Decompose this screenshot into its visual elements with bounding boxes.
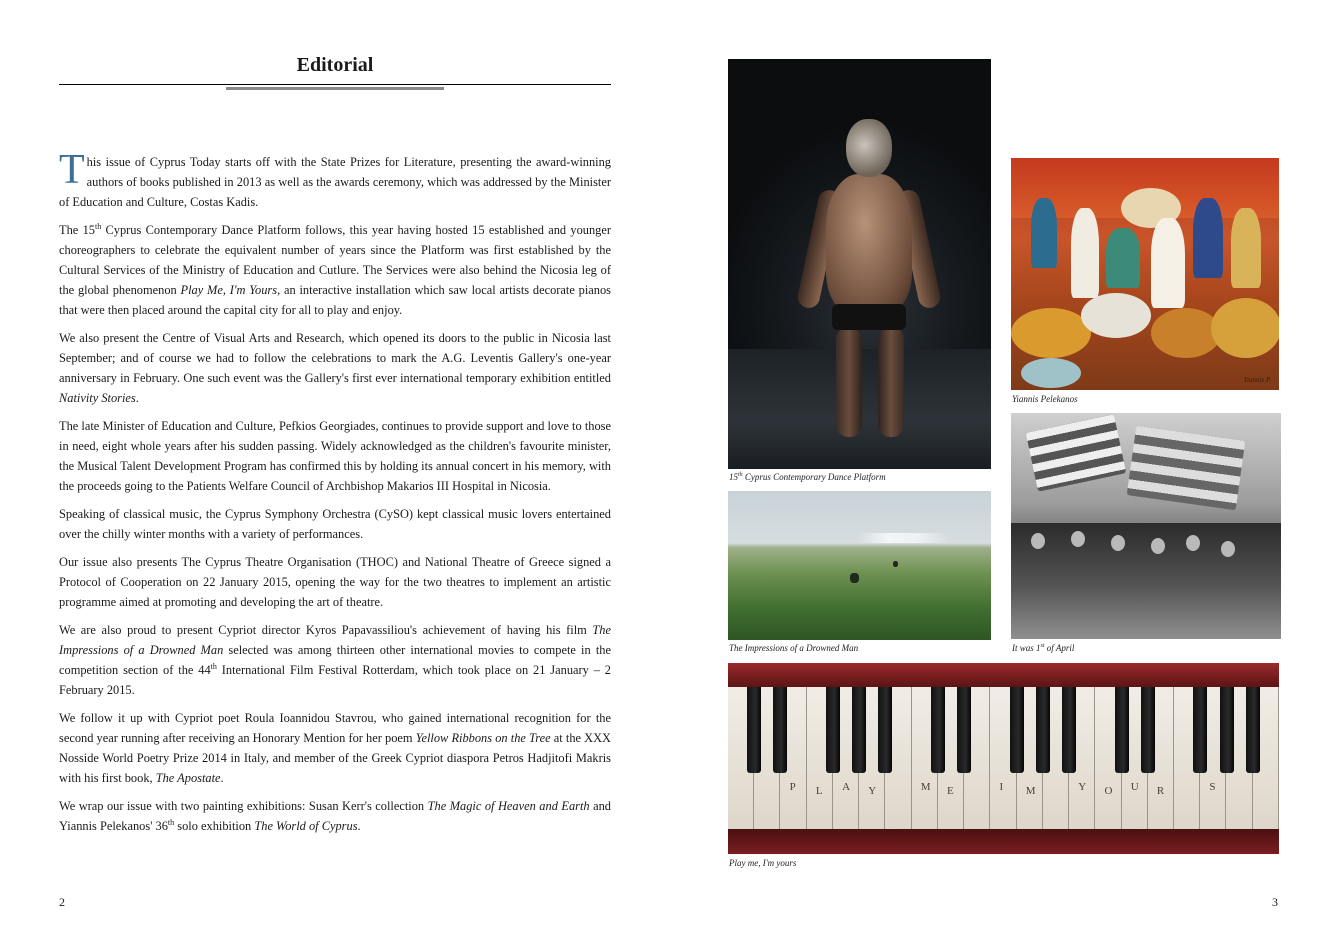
caption-text: 15	[729, 472, 738, 482]
piano-key-letter: E	[947, 785, 955, 797]
paragraph-4: The late Minister of Education and Culture, Pefkios Georgiades, continues to provide support and love to those in need, eight whole years after his sudden passing. Widely acknowledged as the children's favourite minister, the Musical Talent Development Program has confirmed this by holding its annual concert in his memory, with the proceeds going to the Patients Welfare Council of Archbishop Makarios III Hospital in Nicosia.	[59, 419, 611, 493]
paragraph-text: We are also proud to present Cypriot director Kyros Papavassiliou's achievement of having his film	[59, 623, 593, 637]
piano-key-lettering	[728, 781, 1279, 801]
piano-fallboard	[728, 663, 1279, 687]
paragraph-text: We follow it up with Cypriot poet Roula Ioannidou Stavrou, who gained international recognition for the second year running after receiving an Honorary Mention for her poem	[59, 711, 611, 745]
title-rule	[59, 84, 611, 85]
italic-title: The Magic of Heaven and Earth	[427, 799, 590, 813]
painting-basket	[1211, 298, 1279, 358]
painting-basket	[1021, 358, 1081, 388]
piano-black-key	[1246, 687, 1260, 773]
page-number-left: 2	[59, 895, 65, 909]
marcher-face	[1111, 535, 1125, 551]
marching-crowd	[1011, 523, 1281, 639]
greek-flag	[1026, 414, 1127, 491]
painting-figure	[1031, 198, 1057, 268]
paragraph-text: , an interactive installation which saw local artists decorate pianos that were then placed around the capital city for all to play and enjoy.	[59, 283, 612, 317]
paragraph-text: solo exhibition	[174, 819, 255, 833]
piano-black-key	[747, 687, 761, 773]
piano-key-letter: A	[842, 781, 852, 793]
painting-figure	[1231, 208, 1261, 288]
piano-key-letter: I	[999, 781, 1005, 793]
painting-signature: Yiannis P.	[1243, 376, 1271, 384]
marcher-face	[1031, 533, 1045, 549]
piano-key-letter: M	[1025, 785, 1037, 797]
paragraph-text: at the XXX Nosside World Poetry Prize 2014 in Italy, and member of the Greek Cypriot diaspora Petros Hadjitofi Makris with his first book,	[59, 731, 612, 785]
marcher-face	[1221, 541, 1235, 557]
paragraph-1	[59, 147, 611, 212]
italic-title: Nativity Stories	[59, 391, 136, 405]
piano-keybed	[728, 829, 1279, 854]
caption-dancer	[729, 472, 886, 482]
editorial-body	[59, 147, 612, 844]
italic-title: The World of Cyprus	[254, 819, 358, 833]
italic-title: The Impressions of a Drowned Man	[59, 623, 611, 657]
piano-black-key	[826, 687, 840, 773]
dancer-leg	[836, 327, 862, 437]
caption-piano: Play me, I'm yours	[729, 858, 797, 868]
paragraph-text: .	[135, 391, 139, 405]
piano-key-letter: M	[920, 781, 932, 793]
piano-key-letter: Y	[868, 785, 878, 797]
superscript: th	[167, 817, 175, 827]
paragraph-3	[59, 328, 611, 408]
piano-black-key	[1115, 687, 1129, 773]
piano-black-key	[1220, 687, 1234, 773]
paragraph-text: selected was among thirteen other international movies to compete in the competition section of the 44	[59, 643, 611, 677]
market-painting	[1011, 158, 1279, 390]
italic-title: Yellow Ribbons on the Tree	[415, 731, 551, 745]
marcher-face	[1071, 531, 1085, 547]
field-photo	[728, 491, 991, 640]
paragraph-text: .	[357, 819, 361, 833]
painting-figure	[1151, 218, 1185, 308]
piano-black-key	[878, 687, 892, 773]
piano-key-letter: S	[1209, 781, 1217, 793]
paragraph-text: The 15	[59, 223, 95, 237]
dancer-shorts	[832, 304, 906, 330]
piano-black-key	[1062, 687, 1076, 773]
caption-field: The Impressions of a Drowned Man	[729, 643, 859, 653]
piano-key-letter: Y	[1078, 781, 1088, 793]
paragraph-text: We also present the Centre of Visual Arts and Research, which opened its doors to the public in Nicosia last September; and of course we had to follow the celebrations to mark the A.G. Leventis Gallery's one-year anniversary in February. One such event was the Gallery's first ever international temporary exhibition entitled	[59, 331, 611, 385]
superscript: th	[210, 661, 217, 671]
superscript: st	[1040, 643, 1045, 649]
paragraph-8	[59, 708, 611, 788]
piano-black-key	[1141, 687, 1155, 773]
piano-black-key	[773, 687, 787, 773]
paragraph-9	[59, 796, 611, 836]
caption-text: of April	[1044, 643, 1075, 653]
page-number-right: 3	[1272, 895, 1278, 909]
field-figure	[850, 573, 859, 583]
caption-text: Cyprus Contemporary Dance Platform	[742, 472, 886, 482]
greek-flag	[1127, 426, 1246, 511]
paragraph-5: Speaking of classical music, the Cyprus Symphony Orchestra (CySO) kept classical music lovers entertained over the chilly winter months with a variety of performances.	[59, 507, 611, 541]
dancer-torso	[826, 174, 912, 314]
paragraph-text: and Yiannis Pelekanos' 36	[59, 799, 611, 833]
painting-figure	[1193, 198, 1223, 278]
piano-black-key	[1193, 687, 1207, 773]
paragraph-7	[59, 620, 611, 700]
marcher-face	[1151, 538, 1165, 554]
painting-basket	[1081, 293, 1151, 338]
caption-april	[1012, 643, 1074, 653]
italic-title: Play Me, I'm Yours	[180, 283, 278, 297]
paragraph-text: .	[220, 771, 224, 785]
piano-key-letter: O	[1104, 785, 1114, 797]
paragraph-2	[59, 220, 611, 320]
piano-black-key	[852, 687, 866, 773]
page-title: Editorial	[296, 54, 374, 76]
marcher-face	[1186, 535, 1200, 551]
piano-key-letter: R	[1156, 785, 1166, 797]
paragraph-text: We wrap our issue with two painting exhibitions: Susan Kerr's collection	[59, 799, 428, 813]
piano-photo	[728, 663, 1279, 854]
paragraph-text: Cyprus Contemporary Dance Platform follows, this year having hosted 15 established and younger choreographers to celebrate the equivalent number of years since the Platform was first established by the Cultural Services of the Ministry of Education and Cutlure. The Services were also behind the Nicosia leg of the global phenomenon	[59, 223, 611, 297]
painting-basket	[1011, 308, 1091, 358]
piano-key-letter: L	[815, 785, 824, 797]
caption-text: It was 1	[1012, 643, 1041, 653]
painting-figure	[1071, 208, 1099, 298]
dancer-leg	[878, 327, 904, 437]
piano-key-letter: U	[1130, 781, 1140, 793]
title-accent-bar	[226, 87, 444, 90]
piano-black-key	[931, 687, 945, 773]
paragraph-text: his issue of Cyprus Today starts off with the State Prizes for Literature, presenting the award-winning authors of books published in 2013 as well as the awards ceremony, which was addressed by the Minister of Education and Culture, Costas Kadis.	[59, 155, 611, 209]
drop-cap: T	[59, 147, 85, 193]
superscript: th	[94, 221, 102, 231]
superscript: th	[738, 472, 743, 478]
dancer-photo	[728, 59, 991, 469]
piano-key-letter: P	[789, 781, 797, 793]
painting-figure	[1106, 228, 1140, 288]
italic-title: The Apostate	[155, 771, 221, 785]
piano-black-key	[1010, 687, 1024, 773]
paragraph-text: International Film Festival Rotterdam, which took place on 21 January – 2 February 2015.	[59, 663, 611, 697]
distant-mountains	[858, 533, 948, 543]
dancer-masked-head	[846, 119, 892, 177]
field-figure	[893, 561, 898, 567]
paragraph-6: Our issue also presents The Cyprus Theatre Organisation (THOC) and National Theatre of Greece signed a Protocol of Cooperation on 22 January 2015, opening the way for the two theatres to implement an artistic programme aimed at promoting and developing the art of theatre.	[59, 555, 611, 609]
piano-black-key	[957, 687, 971, 773]
april-photo	[1011, 413, 1281, 639]
caption-painting: Yiannis Pelekanos	[1012, 394, 1078, 404]
piano-black-key	[1036, 687, 1050, 773]
